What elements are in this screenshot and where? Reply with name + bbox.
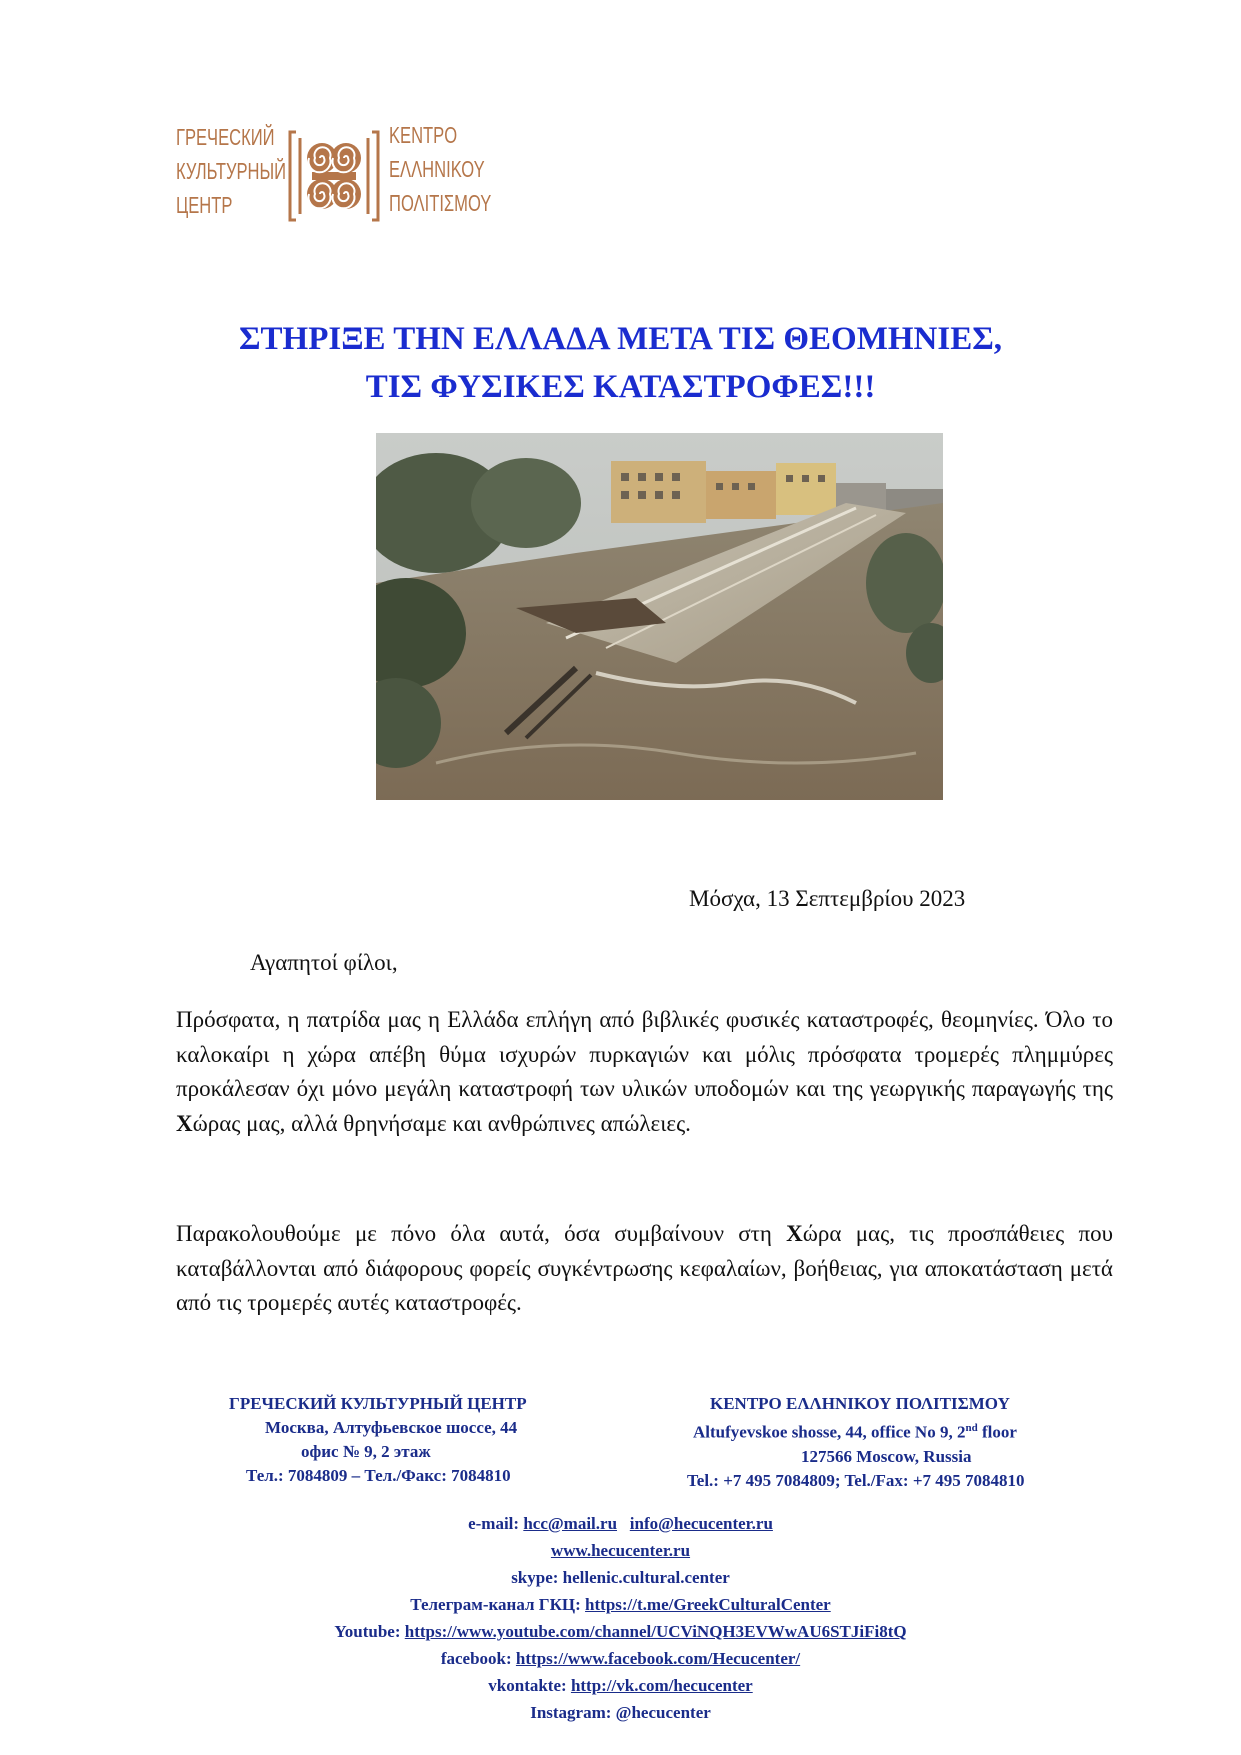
footer-ru-name: ГРЕЧЕСКИЙ КУЛЬТУРНЫЙ ЦЕНТР — [229, 1394, 527, 1413]
paragraph-1-before: Πρόσφατα, η πατρίδα μας η Ελλάδα επλήγη από βιβλικές φυσικές καταστροφές, θεομηνίες. Όλο το καλοκαίρι η χώρα απέβη θύμα ισχυρών πυρκαγιών και μόλις πρόσφατα τρομερές πλημμύρες προκάλεσαν όχι μόνο μεγάλη καταστροφή των υλικών υποδομών και της γεωργικής παραγωγής της — [176, 1007, 1113, 1101]
footer-instagram: Instagram: @hecucenter — [530, 1703, 711, 1722]
footer-youtube-row — [100, 1618, 1141, 1645]
footer-ru-address-2: офис № 9, 2 этаж — [301, 1442, 431, 1461]
logo-ru-line-2: КУЛЬТУРНЫЙ — [176, 158, 287, 184]
paragraph-1 — [176, 1003, 1113, 1141]
paragraph-2 — [176, 1217, 1113, 1321]
logo — [176, 112, 492, 234]
website-link[interactable]: www.hecucenter.ru — [550, 1541, 691, 1560]
footer-gr-phones: Tel.: +7 495 7084809; Tel./Fax: +7 495 7084810 — [687, 1470, 1025, 1490]
flood-photo-image — [376, 433, 943, 800]
logo-text-ru — [176, 120, 286, 222]
email-label: e-mail: — [468, 1514, 524, 1533]
logo-text-gr — [389, 118, 491, 220]
vk-label: vkontakte: — [488, 1676, 571, 1695]
dateline: Μόσχα, 13 Σεπτεμβρίου 2023 — [689, 886, 966, 911]
facebook-link[interactable]: https://www.facebook.com/Hecucenter/ — [515, 1649, 801, 1668]
logo-gr-line-3: ΠΟΛΙΤΙΣΜΟΥ — [389, 190, 492, 216]
footer-website-row — [100, 1537, 1141, 1564]
footer-ru-address-1: Москва, Алтуфьевское шоссе, 44 — [265, 1418, 518, 1437]
footer-links — [100, 1510, 1141, 1726]
vk-link[interactable]: http://vk.com/hecucenter — [570, 1676, 753, 1695]
meander-spiral-icon — [286, 128, 382, 224]
paragraph-2-bold: Χ — [786, 1221, 803, 1246]
footer-gr-address-1-floor: floor — [977, 1422, 1017, 1442]
footer-vk-row — [100, 1672, 1141, 1699]
facebook-label: facebook: — [440, 1649, 516, 1668]
logo-ru-line-3: ЦЕНТР — [176, 192, 233, 218]
footer-ru-phones: Тел.: 7084809 – Тел./Факс: 7084810 — [246, 1466, 511, 1485]
greeting: Αγαπητοί φίλοι, — [250, 950, 398, 975]
logo-ru-line-1: ГРЕЧЕСКИЙ — [176, 124, 275, 150]
footer-skype: skype: hellenic.cultural.center — [511, 1568, 730, 1587]
page-title-line-1: ΣΤΗΡΙΞΕ ΤΗΝ ΕΛΛΑΔΑ ΜΕΤΑ ΤΙΣ ΘΕΟΜΗΝΙΕΣ, — [238, 321, 1003, 357]
youtube-link[interactable]: https://www.youtube.com/channel/UCViNQH3EVWwAU6STJiFi8tQ — [404, 1622, 907, 1641]
footer-gr-name: ΚΕΝΤΡΟ ΕΛΛΗΝΙΚΟΥ ΠΟΛΙΤΙΣΜΟΥ — [710, 1394, 1010, 1413]
paragraph-2-after: ώρα μας, τις προσπάθειες που καταβάλλονται από διάφορους φορείς συγκέντρωσης κεφαλαίων, βοήθειας, για αποκατάσταση μετά από τις τρομερές αυτές καταστροφές. — [176, 1221, 1113, 1315]
footer-contact-ru — [176, 1392, 656, 1488]
telegram-link[interactable]: https://t.me/GreekCulturalCenter — [585, 1595, 831, 1614]
footer-gr-address-2: 127566 Moscow, Russia — [801, 1446, 972, 1466]
email-link-1[interactable]: hcc@mail.ru — [523, 1514, 618, 1533]
youtube-label: Youtube: — [334, 1622, 405, 1641]
paragraph-2-before: Παρακολουθούμε με πόνο όλα αυτά, όσα συμβαίνουν στη — [176, 1221, 787, 1246]
page-title — [100, 315, 1141, 411]
footer-telegram-row — [100, 1591, 1141, 1618]
paragraph-1-bold: Χ — [176, 1110, 193, 1136]
footer-gr-address-1-sup: nd — [965, 1422, 978, 1434]
footer-email-row — [100, 1510, 1141, 1537]
logo-gr-line-1: ΚΕΝΤΡΟ — [389, 122, 458, 148]
telegram-label: Телеграм-канал ГКЦ: — [410, 1595, 586, 1614]
footer-facebook-row — [100, 1645, 1141, 1672]
logo-gr-line-2: ΕΛΛΗΝΙΚΟΥ — [389, 156, 485, 182]
flood-photo — [376, 433, 943, 800]
footer-gr-address-1 — [660, 1416, 1120, 1445]
footer-contact-gr — [660, 1392, 1120, 1493]
page-title-line-2: ΤΙΣ ΦΥΣΙΚΕΣ ΚΑΤΑΣΤΡΟΦΕΣ!!! — [365, 369, 876, 405]
paragraph-1-after: ώρας μας, αλλά θρηνήσαμε και ανθρώπινες απώλειες. — [192, 1110, 691, 1136]
email-link-2[interactable]: info@hecucenter.ru — [629, 1514, 773, 1533]
footer-gr-address-1-text: Altufyevskoe shosse, 44, office No 9, 2 — [693, 1422, 966, 1442]
